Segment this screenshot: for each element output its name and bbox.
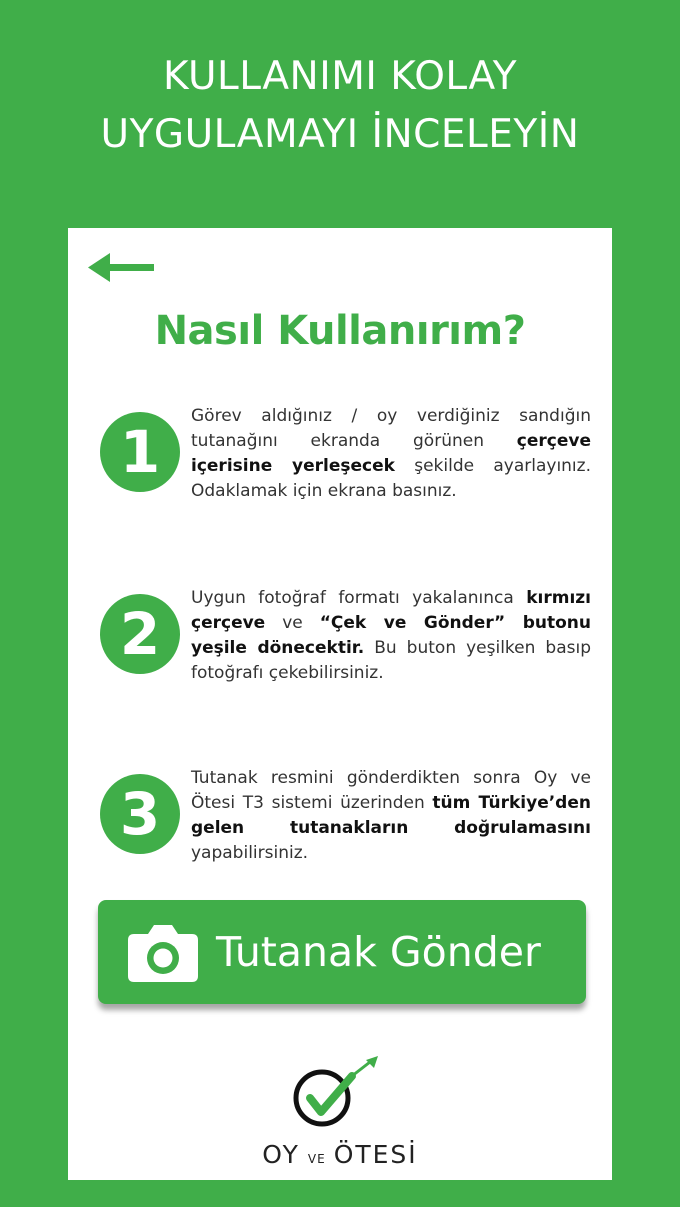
step-text-part: Bu buton yeşilken basıp fotoğrafı çekebilirsiniz.	[191, 638, 591, 683]
brand-wordmark-ve: VE	[307, 1152, 326, 1166]
step-text-part: Uygun fotoğraf formatı yakalanınca	[191, 588, 527, 608]
step-text-emphasis: “Çek ve Gönder” butonu yeşile dönecektir.	[191, 613, 591, 658]
step-text-part: şekilde ayarlayınız. Odaklamak için ekrana basınız.	[191, 456, 591, 501]
step-description	[191, 586, 591, 686]
step-text-part: Tutanak resmini gönderdikten sonra Oy ve Ötesi T3 sistemi üzerinden	[191, 768, 591, 813]
step-number-badge: 3	[100, 774, 180, 854]
step-description	[191, 404, 591, 504]
step-1	[100, 404, 592, 524]
send-report-label: Tutanak Gönder	[216, 928, 541, 976]
instructions-card	[68, 228, 612, 1180]
step-description	[191, 766, 591, 866]
check-circle-logo-icon	[290, 1056, 390, 1128]
headline-line-1: KULLANIMI KOLAY	[162, 54, 518, 99]
step-text-emphasis: çerçeve içerisine yerleşecek	[191, 431, 591, 476]
send-report-button[interactable]	[98, 900, 586, 1004]
step-text-emphasis: kırmızı çerçeve	[191, 588, 591, 633]
camera-icon	[126, 922, 200, 984]
headline	[0, 48, 680, 164]
step-number-badge: 1	[100, 412, 180, 492]
step-text-part: ve	[265, 613, 320, 633]
brand-wordmark	[68, 1140, 612, 1169]
step-2	[100, 586, 592, 706]
step-text-emphasis: tüm Türkiye’den gelen tutanakların doğrulamasını	[191, 793, 591, 838]
step-text-part: Görev aldığınız / oy verdiğiniz sandığın tutanağını ekranda görünen	[191, 406, 591, 451]
headline-line-2: UYGULAMAYI İNCELEYİN	[100, 112, 580, 157]
step-3	[100, 766, 592, 886]
page-title: Nasıl Kullanırım?	[154, 308, 526, 354]
back-button[interactable]	[86, 250, 156, 286]
brand-wordmark-oy: OY	[262, 1140, 300, 1169]
step-number-badge: 2	[100, 594, 180, 674]
step-text-part: yapabilirsiniz.	[191, 843, 309, 863]
arrow-left-icon	[86, 250, 156, 286]
brand-wordmark-otesi: ÖTESİ	[333, 1140, 418, 1169]
